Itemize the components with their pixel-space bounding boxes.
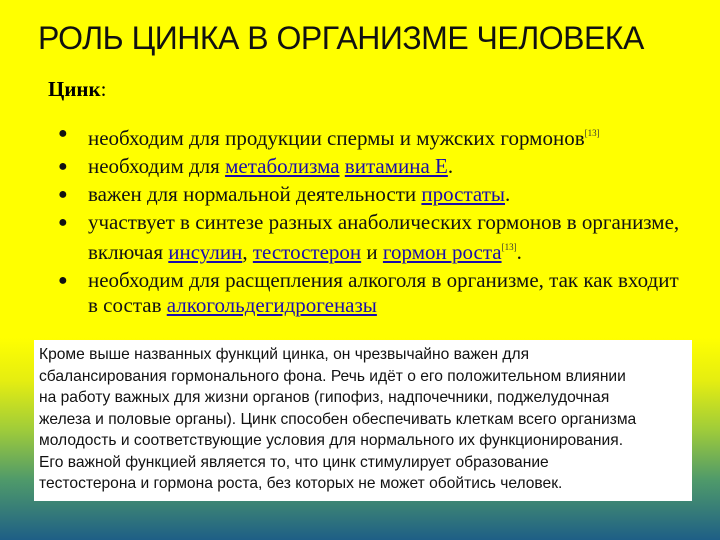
item-text: , <box>242 240 253 264</box>
list-item <box>52 121 692 151</box>
paragraph-line: железа и половые органы). Цинк способен обеспечивать клеткам всего организма <box>39 410 637 428</box>
link-testosterone[interactable]: тестостерон <box>252 240 362 264</box>
list-item <box>52 210 692 265</box>
reference-link[interactable]: [13] <box>584 128 600 138</box>
item-text: . <box>447 154 454 178</box>
bullet-icon: ● <box>58 158 68 175</box>
slide-title: РОЛЬ ЦИНКА В ОРГАНИЗМЕ ЧЕЛОВЕКА <box>38 20 644 56</box>
link-growth-hormone[interactable]: гормон роста <box>382 240 502 264</box>
paragraph-line: на работу важных для жизни органов (гипофиз, надпочечники, поджелудочная <box>39 389 610 406</box>
paragraph-line: Его важной функцией является то, что цинк стимулирует образование <box>39 453 549 471</box>
item-text: необходим для <box>88 154 226 178</box>
reference-link[interactable]: [13] <box>501 242 517 252</box>
paragraph-line: тестостерона и гормона роста, без которых не может обойтись человек. <box>39 475 563 492</box>
item-text: участвует в синтезе разных анаболических гормонов в организме, включая <box>88 210 680 264</box>
item-text: необходим для продукции спермы и мужских гормонов <box>88 126 585 150</box>
item-text: важен для нормальной деятельности <box>88 182 422 206</box>
paragraph-line: сбалансирования гормонального фона. Речь идёт о его положительном влиянии <box>39 367 626 385</box>
zinc-functions-list <box>52 121 692 321</box>
description-textbox <box>34 340 692 501</box>
subject-heading <box>48 77 106 102</box>
link-insulin[interactable]: инсулин <box>168 240 243 264</box>
link-alcohol-dehydrogenase[interactable]: алкогольдегидрогеназы <box>166 293 377 317</box>
link-vitamin-e[interactable]: витамина E <box>344 154 448 178</box>
subject-colon: : <box>100 77 107 101</box>
item-text: необходим для расщепления алкоголя в организме, так как входит в состав <box>88 268 679 317</box>
bullet-icon: ● <box>58 186 68 203</box>
item-text: и <box>361 240 383 264</box>
bullet-icon: ● <box>58 125 68 142</box>
item-text: . <box>516 240 522 264</box>
list-item <box>52 154 692 179</box>
bullet-icon: ● <box>58 272 68 289</box>
paragraph-line: Кроме выше названных функций цинка, он чрезвычайно важен для <box>39 346 530 363</box>
link-metabolism[interactable]: метаболизма <box>225 154 340 178</box>
subject-word: Цинк <box>48 77 101 101</box>
link-prostate[interactable]: простаты <box>421 182 505 206</box>
list-item <box>52 268 692 318</box>
paragraph-line: молодость и соответствующие условия для нормального их функционирования. <box>39 432 624 449</box>
bullet-icon: ● <box>58 214 68 231</box>
item-text: . <box>505 182 511 206</box>
list-item <box>52 182 692 207</box>
